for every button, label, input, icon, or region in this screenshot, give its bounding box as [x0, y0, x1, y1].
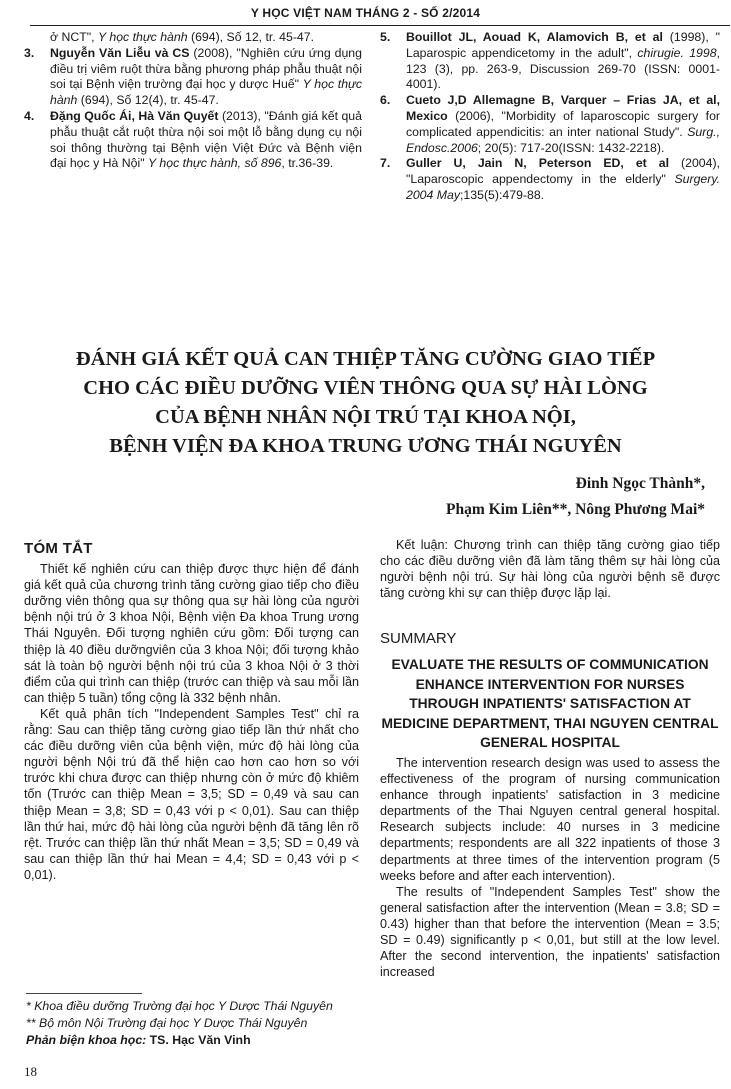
header-rule	[30, 25, 730, 26]
right-body-column	[380, 537, 720, 980]
footnote-rule	[26, 993, 142, 994]
reference-authors: Cueto J,D Allemagne B, Varquer – Frias JA, et al, Mexico	[406, 93, 720, 123]
reference-item: 5. Bouillot JL, Aouad K, Alamovich B, et al (1998), " Laparospic appendicetomy in the adult", chirugie. 1998, 123 (3), pp. 263-9, Discussion 269-70 (ISSN: 0001-4001).	[380, 30, 720, 92]
author-line: Phạm Kim Liên**, Nông Phương Mai*	[445, 501, 705, 518]
reference-authors: Guller U, Jain N, Peterson ED, et al	[406, 156, 670, 171]
reference-item: 6. Cueto J,D Allemagne B, Varquer – Frias JA, et al, Mexico (2006), "Morbidity of laparoscopic surgery for complicated appendicitis: an inter national Study". Surg., Endosc.2006; 20(5): 717-20(ISSN: 1432-2218).	[380, 93, 720, 155]
references-right-column	[380, 30, 720, 204]
article-title	[0, 345, 731, 461]
reference-journal: chirugie. 1998	[637, 45, 717, 60]
author-list	[446, 471, 705, 523]
title-line: BỆNH VIỆN ĐA KHOA TRUNG ƯƠNG THÁI NGUYÊN	[109, 435, 622, 457]
title-line: CHO CÁC ĐIỀU DƯỠNG VIÊN THÔNG QUA SỰ HÀI LÒNG	[83, 377, 648, 399]
reviewer-name: TS. Hạc Văn Vinh	[146, 1033, 251, 1047]
reference-number: 6.	[380, 93, 391, 108]
reference-number: 3.	[24, 45, 35, 60]
reference-item: 7. Guller U, Jain N, Peterson ED, et al (2004), "Laparoscopic appendectomy in the elderly" Surgery. 2004 May;135(5):479-88.	[380, 156, 720, 202]
reference-journal: Y học thực hành, số 896	[148, 156, 282, 171]
footnote-affiliation: ** Bộ môn Nội Trường đại học Y Dược Thái Nguyên	[26, 1016, 308, 1030]
footnotes	[26, 998, 361, 1049]
page-number: 18	[24, 1064, 37, 1079]
conclusion-paragraph: Kết luận: Chương trình can thiệp tăng cường giao tiếp cho các điều dưỡng viên đã làm tăng thêm sự hài lòng của người bệnh nội trú. Sự hài lòng của người bệnh sẽ được tăng cường khi sự can thiệp được lặp lại.	[380, 538, 720, 601]
reference-authors: Bouillot JL, Aouad K, Alamovich B, et al	[406, 30, 663, 44]
reference-number: 4.	[24, 108, 35, 123]
reference-item: 3. Nguyễn Văn Liễu và CS (2008), "Nghiên cứu ứng dụng điều trị viêm ruột thừa bằng phương pháp phẫu thuật nội soi tại Bệnh viện trường đại học y dược Huế" Y học thực hành (694), Số 12(4), tr. 45-47.	[24, 45, 362, 108]
reference-journal: Surg., Endosc.2006	[406, 124, 720, 155]
reference-item: ở NCT", Y học thực hành (694), Số 12, tr. 45-47.	[24, 30, 362, 46]
summary-heading: SUMMARY	[380, 630, 457, 648]
reference-authors: Đặng Quốc Ái, Hà Văn Quyết	[50, 108, 219, 123]
reference-number: 5.	[380, 30, 391, 44]
author-line: Đinh Ngọc Thành*,	[575, 475, 705, 492]
running-header: Y HỌC VIỆT NAM THÁNG 2 - SỐ 2/2014	[250, 6, 481, 20]
reviewer-line	[26, 1032, 361, 1049]
abstract-paragraph: Kết quả phân tích "Independent Samples Test" chỉ ra rằng: Sau can thiệp tăng cường giao tiếp lần thứ nhất cho các điều dưỡng viên của bệnh viện, mức độ hài lòng của người bệnh Nội trú đã thể hiện cao hơn cao hơn so với trước khi chưa được can thiệp nhưng còn ở mức độ khiêm tốn (Trước can thiệp Mean = 3,5; SD = 0,49 và sau can thiệp Mean = 3,8; SD = 0,43 với p < 0,01). Sau can thiệp lần thứ hai, mức độ hài lòng của người bệnh đã tăng lên rõ rệt. Trước can thiệp lần thứ nhất Mean = 3,5; SD = 0,49 và sau can thiệp lần thứ hai Mean = 4,4; SD = 0,43 với p < 0,01).	[24, 706, 359, 882]
title-line: CỦA BỆNH NHÂN NỘI TRÚ TẠI KHOA NỘI,	[155, 406, 576, 428]
reference-journal: Y học thực hành	[97, 30, 188, 44]
reference-number	[24, 30, 50, 46]
reference-journal: Y học thực hành	[50, 77, 362, 108]
abstract-vietnamese	[24, 541, 359, 883]
english-title: EVALUATE THE RESULTS OF COMMUNICATION ENHANCE INTERVENTION FOR NURSES THROUGH INPATIENTS' SATISFACTION AT MEDICINE DEPARTMENT, THAI NGUYEN CENTRAL GENERAL HOSPITAL	[381, 657, 719, 751]
reviewer-label: Phản biện khoa học:	[26, 1033, 147, 1047]
summary-paragraph: The intervention research design was used to assess the effectiveness of the program of nursing communication enhance through inpatients' satisfaction in 3 medicine departments of the Thai Nguyen central general hospital. Research subjects include: 40 nurses in 3 medicine departments; respondents are all 322 inpatients of those 3 departments at three times of the intervention program (5 weeks before and after each intervention).	[380, 755, 720, 883]
reference-journal: Surgery. 2004 May	[406, 172, 720, 202]
abstract-paragraph: Thiết kế nghiên cứu can thiệp được thực hiện để đánh giá kết quả của chương trình tăng cường giao tiếp cho điều dưỡng viên thông qua sự thông qua sự hài lòng của người bệnh nội trú ở 3 khoa Nội, Bệnh viện Đa khoa Trung ương Thái Nguyên. Đối tượng nghiên cứu gồm: Đối tượng can thiệp là 40 điều dưỡngviên của 3 khoa Nội; đối tượng khảo sát là toàn bộ người bệnh nội trú của 3 khoa Nội ở 3 thời điểm của qui trình can thiệp (trước can thiệp và sau mỗi lần can thiệp 5 tuần) tổng cộng là 332 bệnh nhân.	[24, 562, 359, 705]
title-line: ĐÁNH GIÁ KẾT QUẢ CAN THIỆP TĂNG CƯỜNG GIAO TIẾP	[75, 348, 656, 370]
reference-item: 4. Đặng Quốc Ái, Hà Văn Quyết (2013), "Đánh giá kết quả phẫu thuật cắt ruột thừa nội soi một lỗ bằng dụng cụ nội soi thông thường tại Bệnh viện Việt Đức và Bệnh viện đại học y Hà Nội" Y học thực hành, số 896, tr.36-39.	[24, 108, 362, 171]
summary-paragraph: The results of "Independent Samples Test" show the general satisfaction after the intervention (Mean = 3.8; SD = 0.43) higher than that before the intervention (Mean = 3.5; SD = 0.49) significantly p < 0,01, but still at the low level. After the second intervention, the inpatients' satisfaction increased	[380, 884, 720, 980]
references-left-column	[24, 30, 362, 172]
reference-authors: Nguyễn Văn Liễu và CS	[50, 45, 190, 60]
abstract-heading: TÓM TẮT	[24, 540, 93, 557]
reference-number: 7.	[380, 156, 391, 171]
footnote-affiliation: * Khoa điều dưỡng Trường đại học Y Dược Thái Nguyên	[26, 999, 333, 1013]
